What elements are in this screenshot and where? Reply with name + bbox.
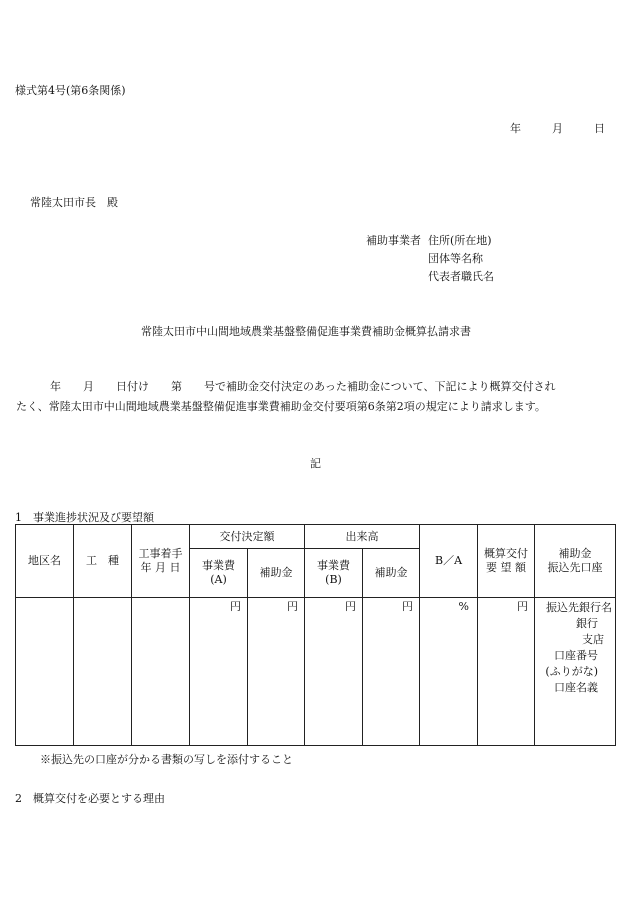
section-1-heading: 1 事業進捗状況及び要望額: [15, 511, 154, 524]
date-month: 月: [552, 122, 563, 135]
bank-label: 振込先銀行名: [546, 601, 612, 614]
header-start-date: [132, 525, 190, 598]
header-cost-a-line1: 事業費: [202, 559, 235, 572]
ki-heading: 記: [310, 457, 321, 470]
cell-bank-account: [535, 598, 616, 746]
header-start-date-line2: 年 月 日: [140, 561, 181, 574]
cell-start-date: [132, 598, 190, 746]
header-decided-amount: 交付決定額: [190, 525, 305, 549]
body-line-2: たく、常陸太田市中山間地域農業基盤整備促進事業費補助金交付要項第6条第2項の規定により請求します。: [16, 400, 546, 413]
date-year: 年: [510, 122, 521, 135]
section-2-heading: 2 概算交付を必要とする理由: [15, 792, 165, 805]
header-account-line2: 振込先口座: [547, 561, 603, 574]
form-label: 様式第4号(第6条関係): [15, 84, 126, 97]
cell-ratio: %: [420, 598, 478, 746]
cell-area: [16, 598, 74, 746]
header-ratio: B／A: [420, 525, 478, 598]
header-request: [478, 525, 535, 598]
bank-account-number: 口座番号: [554, 649, 598, 662]
bank-kana: (ふりがな): [545, 665, 598, 678]
attachment-note: ※振込先の口座が分かる書類の写しを添付すること: [40, 753, 293, 766]
header-request-line2: 要 望 額: [486, 561, 526, 574]
bank-branch: 支店: [582, 633, 604, 646]
header-cost-b: [305, 549, 363, 598]
date-day: 日: [594, 122, 605, 135]
header-subsidy-progress: 補助金: [363, 549, 420, 598]
applicant-rep-name: 代表者職氏名: [428, 270, 494, 283]
cell-cost-a: 円: [190, 598, 248, 746]
applicant-role: 補助事業者: [366, 234, 421, 247]
addressee: 常陸太田市長 殿: [30, 196, 118, 209]
applicant-org-name: 団体等名称: [428, 252, 483, 265]
header-area: 地区名: [16, 525, 74, 598]
header-request-line1: 概算交付: [484, 547, 528, 560]
header-account: [535, 525, 616, 598]
header-cost-a-line2: (A): [210, 573, 227, 586]
cell-subsidy-progress: 円: [363, 598, 420, 746]
header-work-type: 工 種: [74, 525, 132, 598]
cell-work-type: [74, 598, 132, 746]
cell-subsidy-decided: 円: [248, 598, 305, 746]
header-cost-a: [190, 549, 248, 598]
cell-request: 円: [478, 598, 535, 746]
header-cost-b-line1: 事業費: [317, 559, 350, 572]
header-cost-b-line2: (B): [325, 573, 342, 586]
header-progress: 出来高: [305, 525, 420, 549]
header-account-line1: 補助金: [558, 547, 592, 560]
body-line-1: 年 月 日付け 第 号で補助金交付決定のあった補助金について、下記により概算交付され: [50, 380, 556, 393]
applicant-address: 住所(所在地): [428, 234, 492, 247]
cell-cost-b: 円: [305, 598, 363, 746]
bank-bank: 銀行: [576, 617, 598, 630]
header-subsidy-decided: 補助金: [248, 549, 305, 598]
header-start-date-line1: 工事着手: [138, 547, 183, 560]
bank-holder: 口座名義: [554, 681, 598, 694]
progress-table: [15, 524, 616, 746]
document-title: 常陸太田市中山間地域農業基盤整備促進事業費補助金概算払請求書: [141, 325, 471, 338]
